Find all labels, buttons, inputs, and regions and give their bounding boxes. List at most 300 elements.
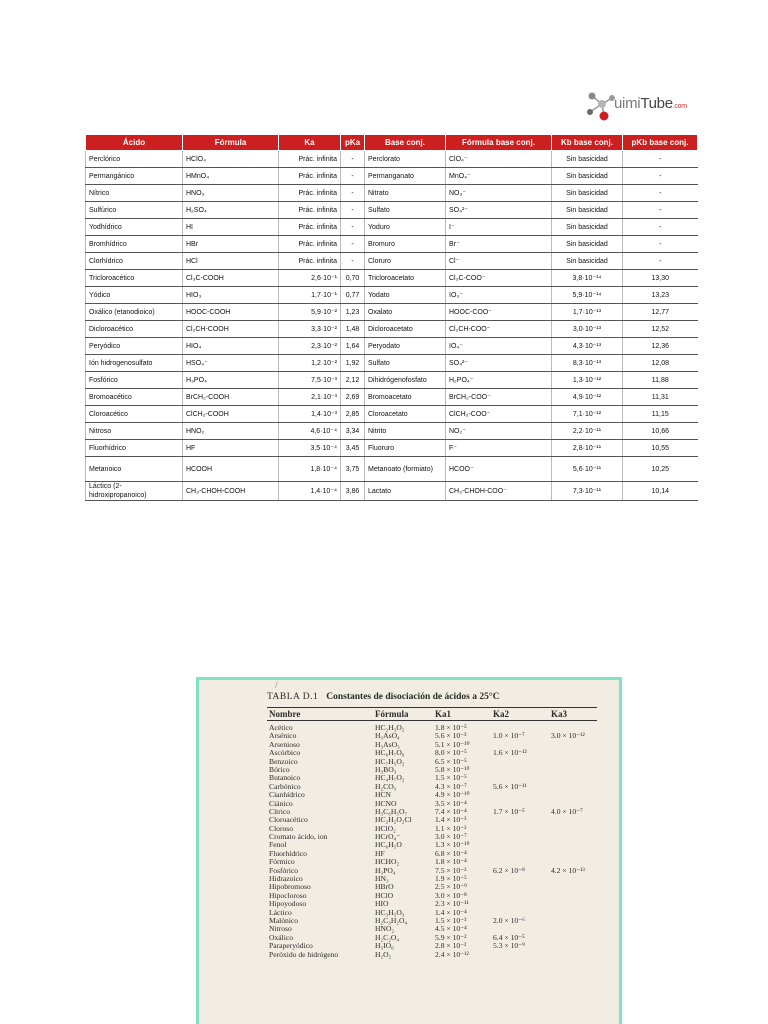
scanned-cell: HC₇H₅O₂	[375, 756, 405, 766]
column-header: pKa	[341, 135, 365, 151]
scanned-cell: 4.0 × 10⁻⁷	[551, 806, 583, 816]
table-cell: 5,9·10⁻²	[279, 304, 341, 321]
scanned-row	[199, 816, 619, 824]
table-cell: Prác. infinita	[279, 219, 341, 236]
header-formula: Fórmula	[375, 709, 409, 719]
table-cell: MnO₄⁻	[446, 168, 552, 185]
scanned-row	[199, 951, 619, 959]
table-cell: 12,08	[623, 355, 698, 372]
scanned-cell: H₂C₂O₄	[375, 932, 399, 942]
table-cell: Bromuro	[365, 236, 446, 253]
table-body	[86, 151, 698, 501]
table-cell: -	[623, 151, 698, 168]
rule-top	[267, 707, 597, 708]
table-row	[86, 202, 698, 219]
scanned-cell: HCrO₄⁻	[375, 832, 401, 842]
scanned-cell: 4.9 × 10⁻¹⁰	[435, 790, 470, 800]
table-cell: 1,3·10⁻¹²	[552, 372, 623, 389]
scanned-row	[199, 934, 619, 942]
scanned-cell: 1.0 × 10⁻⁷	[493, 731, 525, 741]
table-cell: 10,66	[623, 423, 698, 440]
scanned-cell: H₂CO₃	[375, 781, 397, 791]
scanned-row	[199, 774, 619, 782]
scanned-cell: Fórmico	[269, 857, 295, 867]
table-cell: CH₃-CHOH-COO⁻	[446, 482, 552, 501]
scanned-cell: 1.3 × 10⁻¹⁰	[435, 840, 470, 850]
table-cell: Láctico (2-hidroxipropanoico)	[86, 482, 183, 501]
table-cell: Sulfato	[365, 355, 446, 372]
scanned-row	[199, 841, 619, 849]
scanned-cell: Oxálico	[269, 932, 294, 942]
scanned-row	[199, 749, 619, 757]
table-cell: -	[341, 151, 365, 168]
scanned-row	[199, 732, 619, 740]
table-cell: -	[341, 253, 365, 270]
table-cell: 3,5·10⁻⁴	[279, 440, 341, 457]
scanned-cell: HCHO₂	[375, 857, 400, 867]
scanned-row	[199, 925, 619, 933]
table-cell: -	[623, 236, 698, 253]
scanned-cell: 2.5 × 10⁻⁹	[435, 882, 467, 892]
scanned-row	[199, 867, 619, 875]
scanned-cell: Fosfórico	[269, 865, 299, 875]
table-cell: Lactato	[365, 482, 446, 501]
table-row	[86, 253, 698, 270]
scanned-cell: Cloroso	[269, 823, 294, 833]
scanned-cell: H₃BO₃	[375, 764, 397, 774]
table-cell: F⁻	[446, 440, 552, 457]
table-cell: IO₄⁻	[446, 338, 552, 355]
table-cell: ClCH₂-COOH	[183, 406, 279, 423]
table-cell: HClO₄	[183, 151, 279, 168]
scanned-cell: 2.4 × 10⁻¹²	[435, 949, 469, 959]
logo-text: uimiTube.com	[614, 95, 687, 112]
table-cell: 10,14	[623, 482, 698, 501]
table-cell: 5,9·10⁻¹⁴	[552, 287, 623, 304]
table-cell: BrCH₂-COO⁻	[446, 389, 552, 406]
scanned-cell: 3.0 × 10⁻⁷	[435, 832, 467, 842]
table-cell: Sin basicidad	[552, 236, 623, 253]
scanned-row	[199, 942, 619, 950]
table-cell: Dicloroacético	[86, 321, 183, 338]
table-row	[86, 185, 698, 202]
table-cell: Yódico	[86, 287, 183, 304]
scanned-cell: 1.8 × 10⁻⁴	[435, 857, 467, 867]
table-cell: 5,6·10⁻¹¹	[552, 457, 623, 482]
header-ka3: Ka3	[551, 709, 568, 719]
table-cell: 3,3·10⁻²	[279, 321, 341, 338]
table-cell: 1,8·10⁻⁴	[279, 457, 341, 482]
table-row	[86, 457, 698, 482]
scanned-cell: Peróxido de hidrógeno	[269, 949, 339, 959]
scanned-cell: 1.5 × 10⁻³	[435, 915, 467, 925]
scanned-row	[199, 917, 619, 925]
table-cell: 4,3·10⁻¹³	[552, 338, 623, 355]
table-cell: 2,1·10⁻³	[279, 389, 341, 406]
table-cell: 13,30	[623, 270, 698, 287]
table-cell: H₃PO₄	[183, 372, 279, 389]
table-cell: -	[341, 219, 365, 236]
table-cell: H₂PO₄⁻	[446, 372, 552, 389]
scanned-cell: Paraperyódico	[269, 941, 313, 951]
table-cell: NO₂⁻	[446, 423, 552, 440]
scanned-cell: 7.5 × 10⁻³	[435, 865, 467, 875]
table-cell: Dicloroacetato	[365, 321, 446, 338]
table-cell: Tricloroacético	[86, 270, 183, 287]
table-cell: Sin basicidad	[552, 185, 623, 202]
scanned-cell: 6.8 × 10⁻⁴	[435, 848, 467, 858]
table-cell: HCOO⁻	[446, 457, 552, 482]
scanned-cell: 1.5 × 10⁻⁵	[435, 773, 467, 783]
table-cell: 3,8·10⁻¹⁴	[552, 270, 623, 287]
table-cell: Prác. infinita	[279, 151, 341, 168]
scanned-row	[199, 783, 619, 791]
table-cell: 4,9·10⁻¹²	[552, 389, 623, 406]
table-cell: 1,4·10⁻⁴	[279, 482, 341, 501]
table-cell: HCOOH	[183, 457, 279, 482]
table-cell: Fosfórico	[86, 372, 183, 389]
scanned-cell: H₃PO₄	[375, 865, 396, 875]
column-header: Fórmula base conj.	[446, 135, 552, 151]
table-cell: -	[623, 219, 698, 236]
header-nombre: Nombre	[269, 709, 301, 719]
column-header: Ka	[279, 135, 341, 151]
table-cell: Sin basicidad	[552, 168, 623, 185]
scanned-row	[199, 909, 619, 917]
scanned-cell: Arsénico	[269, 731, 297, 741]
table-cell: HCl	[183, 253, 279, 270]
table-cell: 7,3·10⁻¹¹	[552, 482, 623, 501]
table-cell: Cloroacético	[86, 406, 183, 423]
scanned-cell: 4.5 × 10⁻⁴	[435, 924, 467, 934]
table-row	[86, 440, 698, 457]
scanned-cell: HC₃H₅O₃	[375, 907, 405, 917]
table-cell: Sin basicidad	[552, 253, 623, 270]
quimitube-logo	[584, 88, 694, 122]
table-cell: Yodato	[365, 287, 446, 304]
header-ka2: Ka2	[493, 709, 510, 719]
scanned-cell: H₅IO₆	[375, 941, 394, 951]
table-cell: 3,75	[341, 457, 365, 482]
table-cell: Cl₃C-COOH	[183, 270, 279, 287]
scanned-cell: Benzoico	[269, 756, 298, 766]
column-header: Base conj.	[365, 135, 446, 151]
table-row	[86, 423, 698, 440]
scanned-table-rows	[199, 724, 619, 959]
acid-constants-table	[85, 134, 698, 501]
table-cell: HF	[183, 440, 279, 457]
scanned-cell: H₂O₂	[375, 949, 392, 959]
table-row	[86, 168, 698, 185]
table-cell: Perclórico	[86, 151, 183, 168]
scanned-cell: HF	[375, 848, 385, 858]
scanned-cell: Acético	[269, 723, 293, 732]
header-ka1: Ka1	[435, 709, 452, 719]
scanned-cell: H₂C₃H₂O₄	[375, 915, 408, 925]
scanned-cell: Bórico	[269, 764, 290, 774]
table-cell: Sin basicidad	[552, 219, 623, 236]
table-cell: -	[623, 253, 698, 270]
table-cell: HNO₂	[183, 423, 279, 440]
table-cell: 1,23	[341, 304, 365, 321]
table-row	[86, 236, 698, 253]
table-cell: 0,77	[341, 287, 365, 304]
table-row	[86, 304, 698, 321]
table-cell: Tricloroacetato	[365, 270, 446, 287]
table-cell: Nitroso	[86, 423, 183, 440]
table-cell: ClCH₂-COO⁻	[446, 406, 552, 423]
scanned-cell: Cloroacético	[269, 815, 308, 825]
table-cell: Nitrato	[365, 185, 446, 202]
table-cell: -	[623, 185, 698, 202]
table-cell: 1,64	[341, 338, 365, 355]
table-cell: 8,3·10⁻¹³	[552, 355, 623, 372]
scanned-cell: HBrO	[375, 882, 394, 892]
table-cell: Sulfato	[365, 202, 446, 219]
table-cell: -	[623, 202, 698, 219]
table-cell: -	[341, 185, 365, 202]
scanned-cell: 5.3 × 10⁻⁹	[493, 941, 525, 951]
table-cell: HI	[183, 219, 279, 236]
scanned-row	[199, 883, 619, 891]
scanned-cell: HC₆H₅O	[375, 840, 402, 850]
table-cell: 2,12	[341, 372, 365, 389]
table-cell: 2,2·10⁻¹¹	[552, 423, 623, 440]
scanned-cell: 5.6 × 10⁻¹¹	[493, 781, 527, 791]
table-cell: 1,2·10⁻²	[279, 355, 341, 372]
table-cell: 7,5·10⁻³	[279, 372, 341, 389]
table-cell: Cloroacetato	[365, 406, 446, 423]
table-cell: Cl₂CH-COO⁻	[446, 321, 552, 338]
scanned-cell: Hipoyodoso	[269, 899, 307, 909]
table-cell: 4,6·10⁻⁴	[279, 423, 341, 440]
table-cell: Prác. infinita	[279, 185, 341, 202]
scanned-cell: 2.3 × 10⁻¹¹	[435, 899, 469, 909]
scanned-cell: Hidrazoico	[269, 874, 303, 884]
scanned-cell: Butanoico	[269, 773, 301, 783]
table-cell: Clorhídrico	[86, 253, 183, 270]
scanned-row	[199, 758, 619, 766]
table-cell: Nítrico	[86, 185, 183, 202]
table-cell: 1,48	[341, 321, 365, 338]
table-cell: 0,70	[341, 270, 365, 287]
table-cell: Yodhídrico	[86, 219, 183, 236]
scanned-cell: 4.3 × 10⁻⁷	[435, 781, 467, 791]
table-cell: Perclorato	[365, 151, 446, 168]
scanned-cell: HCN	[375, 790, 392, 800]
scanned-cell: 3.0 × 10⁻¹²	[551, 731, 585, 741]
table-cell: Dihidrógenofosfato	[365, 372, 446, 389]
scanned-row	[199, 825, 619, 833]
scanned-row	[199, 875, 619, 883]
scanned-cell: 1.4 × 10⁻³	[435, 815, 467, 825]
table-cell: 7,1·10⁻¹²	[552, 406, 623, 423]
scanned-cell: HN₃	[375, 874, 389, 884]
scanned-cell: 4.2 × 10⁻¹³	[551, 865, 585, 875]
table-cell: -	[341, 202, 365, 219]
table-cell: Peryódico	[86, 338, 183, 355]
table-row	[86, 338, 698, 355]
table-cell: HSO₄⁻	[183, 355, 279, 372]
table-row	[86, 321, 698, 338]
scanned-row	[199, 833, 619, 841]
table-cell: Permanganato	[365, 168, 446, 185]
scanned-cell: Hipobromoso	[269, 882, 311, 892]
table-cell: HOOC-COO⁻	[446, 304, 552, 321]
table-cell: Br⁻	[446, 236, 552, 253]
scanned-cell: 6.4 × 10⁻⁵	[493, 932, 525, 942]
scanned-cell: 1.7 × 10⁻⁵	[493, 806, 525, 816]
table-cell: -	[341, 168, 365, 185]
table-cell: 3,34	[341, 423, 365, 440]
scanned-cell: HClO₂	[375, 823, 396, 833]
table-cell: Nitrito	[365, 423, 446, 440]
table-cell: Prác. infinita	[279, 168, 341, 185]
table-cell: 3,45	[341, 440, 365, 457]
scanned-cell: 2.8 × 10⁻²	[435, 941, 467, 951]
table-row	[86, 151, 698, 168]
table-cell: Oxálico (etanodioico)	[86, 304, 183, 321]
table-row	[86, 389, 698, 406]
table-cell: Prác. infinita	[279, 202, 341, 219]
table-cell: 2,8·10⁻¹¹	[552, 440, 623, 457]
scanned-row	[199, 766, 619, 774]
table-cell: HMnO₄	[183, 168, 279, 185]
table-row	[86, 355, 698, 372]
table-cell: Cl₃C-COO⁻	[446, 270, 552, 287]
table-cell: HOOC-COOH	[183, 304, 279, 321]
table-cell: HIO₄	[183, 338, 279, 355]
table-row	[86, 270, 698, 287]
column-header: pKb base conj.	[623, 135, 698, 151]
table-cell: CH₃-CHOH-COOH	[183, 482, 279, 501]
table-cell: Sin basicidad	[552, 151, 623, 168]
scanned-cell: Fluorhídrico	[269, 848, 307, 858]
table-cell: Peryodato	[365, 338, 446, 355]
table-cell: 12,52	[623, 321, 698, 338]
table-cell: H₂SO₄	[183, 202, 279, 219]
table-cell: Metanoico	[86, 457, 183, 482]
table-cell: HNO₃	[183, 185, 279, 202]
scanned-table-caption	[267, 692, 499, 702]
scanned-cell: HCNO	[375, 798, 397, 808]
scanned-cell: 2.0 × 10⁻⁶	[493, 915, 525, 925]
scanned-cell: 5.6 × 10⁻³	[435, 731, 467, 741]
table-cell: Ión hidrogenosulfato	[86, 355, 183, 372]
scanned-cell: Arsenioso	[269, 739, 300, 749]
scanned-cell: Ciánico	[269, 798, 293, 808]
scanned-cell: Carbónico	[269, 781, 301, 791]
scanned-cell: 1.6 × 10⁻¹²	[493, 748, 527, 758]
table-row	[86, 482, 698, 501]
table-cell: 1,4·10⁻³	[279, 406, 341, 423]
table-cell: HIO₃	[183, 287, 279, 304]
scanned-cell: HC₄H₇O₂	[375, 773, 405, 783]
table-cell: Permangánico	[86, 168, 183, 185]
table-row	[86, 287, 698, 304]
table-cell: Metanoato (formiato)	[365, 457, 446, 482]
scanned-cell: Ascórbico	[269, 748, 301, 758]
scanned-row	[199, 900, 619, 908]
scanned-cell: Hipocloroso	[269, 890, 307, 900]
column-header: Kb base conj.	[552, 135, 623, 151]
scanned-cell: 3.5 × 10⁻⁴	[435, 798, 467, 808]
scanned-cell: 7.4 × 10⁻⁴	[435, 806, 467, 816]
scanned-cell: HClO	[375, 890, 394, 900]
scanned-cell: HC₆H₇O₆	[375, 748, 405, 758]
table-title: Constantes de disociación de ácidos a 25°C	[326, 692, 500, 702]
scanned-cell: Láctico	[269, 907, 292, 917]
scanned-cell: 1.1 × 10⁻²	[435, 823, 467, 833]
table-cell: Sin basicidad	[552, 202, 623, 219]
table-label: TABLA D.1	[267, 692, 319, 702]
table-cell: 11,31	[623, 389, 698, 406]
table-cell: Bromhídrico	[86, 236, 183, 253]
table-row	[86, 219, 698, 236]
table-cell: IO₃⁻	[446, 287, 552, 304]
table-cell: 1,7·10⁻¹	[279, 287, 341, 304]
scanned-cell: 1.8 × 10⁻⁵	[435, 723, 467, 732]
scanned-cell: 5.9 × 10⁻²	[435, 932, 467, 942]
scanned-cell: Nitroso	[269, 924, 292, 934]
table-cell: 11,88	[623, 372, 698, 389]
scanned-cell: 8.0 × 10⁻⁵	[435, 748, 467, 758]
table-cell: Cl₂CH-COOH	[183, 321, 279, 338]
scanned-cell: Malónico	[269, 915, 299, 925]
table-cell: I⁻	[446, 219, 552, 236]
table-cell: ClO₄⁻	[446, 151, 552, 168]
table-cell: SO₄²⁻	[446, 355, 552, 372]
table-cell: 3,86	[341, 482, 365, 501]
scanned-cell: 5.1 × 10⁻¹⁰	[435, 739, 470, 749]
scanned-row	[199, 791, 619, 799]
column-header: Fórmula	[183, 135, 279, 151]
table-row	[86, 406, 698, 423]
table-cell: 1,7·10⁻¹³	[552, 304, 623, 321]
scanned-cell: 3.0 × 10⁻⁸	[435, 890, 467, 900]
table-cell: Prác. infinita	[279, 253, 341, 270]
scanned-cell: HNO₂	[375, 924, 395, 934]
table-cell: 12,77	[623, 304, 698, 321]
scanned-row	[199, 850, 619, 858]
table-cell: -	[341, 236, 365, 253]
table-cell: Bromoacetato	[365, 389, 446, 406]
scanned-row	[199, 741, 619, 749]
scanned-cell: HC₂H₃O₂	[375, 723, 405, 732]
table-cell: Oxalato	[365, 304, 446, 321]
table-cell: Cloruro	[365, 253, 446, 270]
table-cell: 2,6·10⁻¹	[279, 270, 341, 287]
table-cell: 13,23	[623, 287, 698, 304]
scan-mark: /	[275, 680, 278, 690]
scanned-cell: 1.4 × 10⁻⁴	[435, 907, 467, 917]
table-cell: 2,85	[341, 406, 365, 423]
table-cell: 2,69	[341, 389, 365, 406]
scanned-cell: Cianhídrico	[269, 790, 305, 800]
table-cell: 3,0·10⁻¹³	[552, 321, 623, 338]
table-cell: Fluoruro	[365, 440, 446, 457]
table-cell: NO₃⁻	[446, 185, 552, 202]
scanned-cell: 6.5 × 10⁻⁵	[435, 756, 467, 766]
scanned-cell: HC₂H₂O₂Cl	[375, 815, 412, 825]
scanned-cell: Fenol	[269, 840, 287, 850]
table-cell: Prác. infinita	[279, 236, 341, 253]
scanned-cell: HIO	[375, 899, 389, 909]
table-header-row	[86, 135, 698, 151]
scanned-table-image	[196, 677, 622, 1024]
table-cell: 2,3·10⁻²	[279, 338, 341, 355]
scanned-cell: Cromato ácido, ion	[269, 832, 328, 842]
